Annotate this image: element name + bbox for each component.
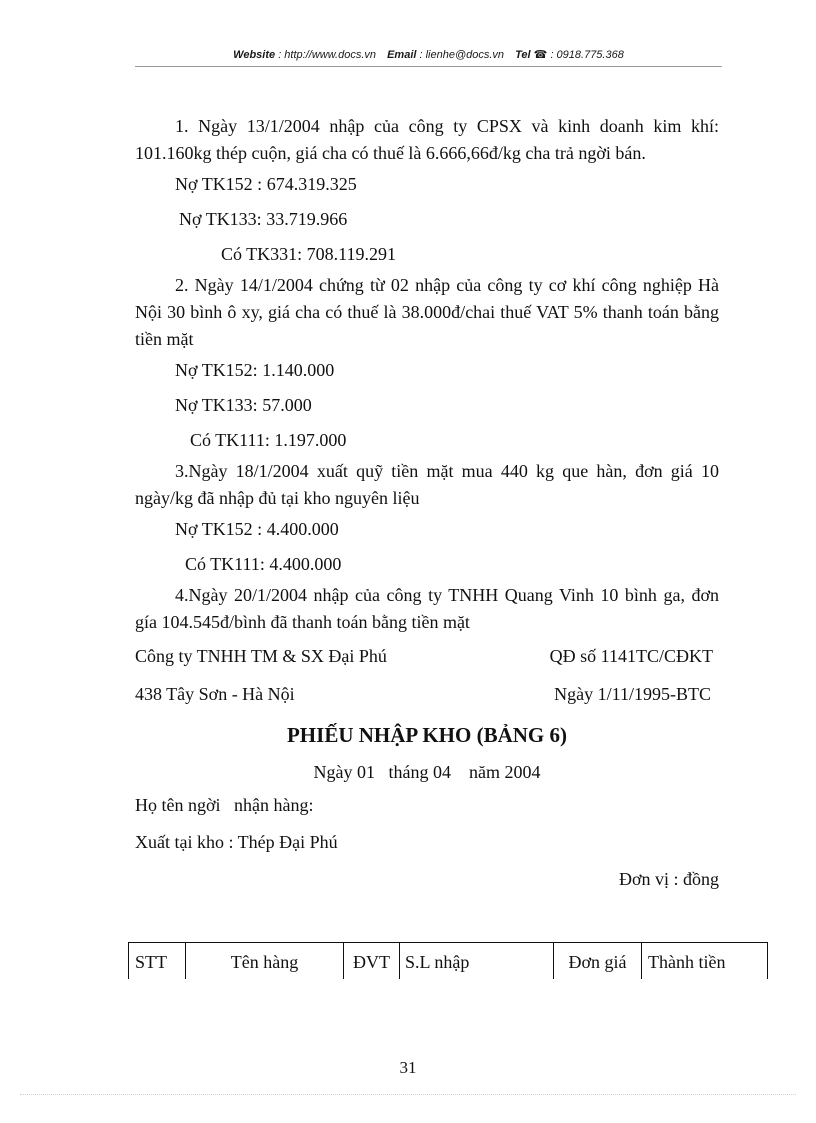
entry-1-debit-152: Nợ TK152 : 674.319.325 [175, 174, 357, 194]
entry-3-debit-152: Nợ TK152 : 4.400.000 [175, 519, 339, 539]
page-header [135, 46, 722, 67]
document-body [135, 113, 719, 897]
slip-date: Ngày 01 tháng 04 năm 2004 [313, 762, 541, 782]
entry-2-credit-111: Có TK111: 1.197.000 [190, 430, 347, 450]
col-unit-price: Đơn giá [554, 943, 642, 979]
currency-unit: Đơn vị : đồng [618, 869, 719, 889]
decision-number: QĐ số 1141TC/CĐKT [549, 646, 713, 666]
receiver-name: Họ tên ngời nhận hàng: [135, 795, 314, 815]
email-label: Email [387, 49, 417, 61]
entry-1-credit-331: Có TK331: 708.119.291 [221, 244, 397, 264]
footer-divider [20, 1094, 796, 1095]
warehouse: Xuất tại kho : Thép Đại Phú [135, 832, 338, 852]
col-unit: ĐVT [344, 943, 400, 979]
company-row-2 [135, 675, 719, 713]
telephone-icon: ☎ [533, 49, 548, 61]
entry-1-debit-133: Nợ TK133: 33.719.966 [179, 209, 348, 229]
col-quantity: S.L nhập [400, 943, 554, 979]
company-address: 438 Tây Sơn - Hà Nội [135, 684, 295, 704]
tel-value: : 0918.775.368 [550, 49, 624, 61]
col-item-name: Tên hàng [186, 943, 344, 979]
entry-1-text: 1. Ngày 13/1/2004 nhập của công ty CPSX và kinh doanh kim khí: 101.160kg thép cuộn, giá cha có thuế là 6.666,66đ/kg cha trả ngời bán. [135, 116, 719, 163]
website-label: Website [233, 49, 276, 61]
entry-3-credit-111: Có TK111: 4.400.000 [185, 554, 342, 574]
slip-title: PHIẾU NHẬP KHO (BẢNG 6) [286, 723, 567, 747]
website-value[interactable]: : http://www.docs.vn [278, 49, 377, 61]
entry-2-debit-133: Nợ TK133: 57.000 [175, 395, 312, 415]
email-value[interactable]: : lienhe@docs.vn [419, 49, 505, 61]
goods-receipt-table-header [128, 942, 768, 979]
decision-date: Ngày 1/11/1995-BTC [554, 684, 711, 704]
page-number: 31 [399, 1058, 417, 1077]
tel-label: Tel [515, 49, 531, 61]
company-name: Công ty TNHH TM & SX Đại Phú [135, 646, 387, 666]
entry-4-text: 4.Ngày 20/1/2004 nhập của công ty TNHH Quang Vinh 10 bình ga, đơn gía 104.545đ/bình đã thanh toán bằng tiền mặt [135, 585, 719, 632]
entry-3-text: 3.Ngày 18/1/2004 xuất quỹ tiền mặt mua 440 kg que hàn, đơn giá 10 ngày/kg đã nhập đủ tại kho nguyên liệu [135, 461, 719, 508]
entry-2-text: 2. Ngày 14/1/2004 chứng từ 02 nhập của công ty cơ khí công nghiệp Hà Nội 30 bình ô xy, giá cha có thuế là 38.000đ/chai thuế VAT 5% thanh toán bằng tiền mặt [135, 275, 719, 349]
col-stt: STT [129, 943, 186, 979]
entry-2-debit-152: Nợ TK152: 1.140.000 [175, 360, 335, 380]
col-amount: Thành tiền [648, 952, 726, 972]
company-row-1 [135, 637, 719, 675]
